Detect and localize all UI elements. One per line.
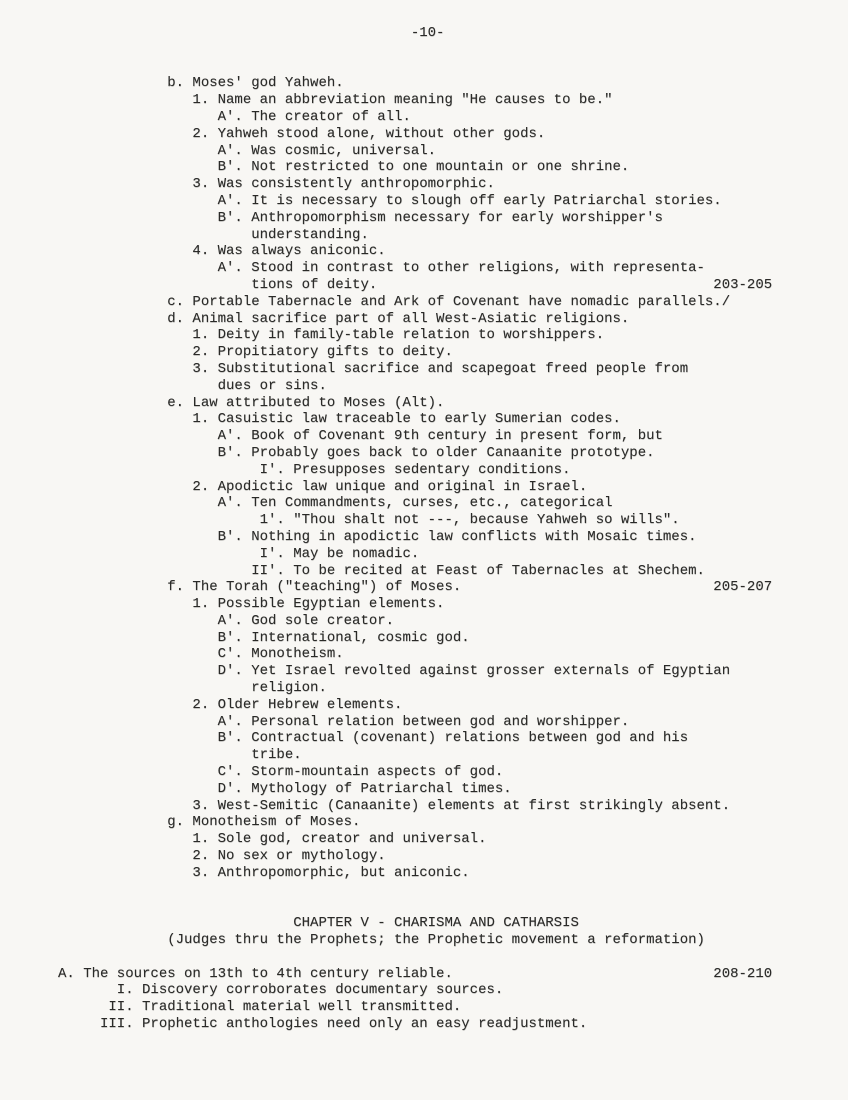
outline-line: B'. Anthropomorphism necessary for early worshipper's: [58, 209, 663, 226]
outline-line: understanding.: [58, 226, 369, 243]
outline-line: C'. Monotheism.: [58, 646, 344, 663]
blank-line: [58, 898, 848, 915]
outline-item-g: g. Monotheism of Moses.: [58, 814, 361, 831]
blank-line: [58, 42, 848, 59]
chapter-heading: CHAPTER V - CHARISMA AND CATHARSIS: [58, 915, 579, 932]
outline-line: religion.: [58, 680, 327, 697]
outline-line: 2. Older Hebrew elements.: [58, 696, 403, 713]
outline-line: I'. May be nomadic.: [58, 545, 420, 562]
outline-item-A-with-page-ref: A. The sources on 13th to 4th century reliable. 208-210: [58, 965, 773, 982]
outline-line: A'. God sole creator.: [58, 612, 395, 629]
outline-line: 3. Substitutional sacrifice and scapegoat freed people from: [58, 360, 689, 377]
outline-line: dues or sins.: [58, 377, 327, 394]
outline-line: A'. Stood in contrast to other religions, with representa-: [58, 260, 705, 277]
outline-line: II. Traditional material well transmitted.: [58, 999, 462, 1016]
outline-line: I. Discovery corroborates documentary sources.: [58, 982, 504, 999]
outline-line: C'. Storm-mountain aspects of god.: [58, 764, 504, 781]
outline-line: 1. Sole god, creator and universal.: [58, 831, 487, 848]
outline-line: tribe.: [58, 747, 302, 764]
outline-line: 3. West-Semitic (Canaanite) elements at first strikingly absent.: [58, 797, 731, 814]
outline-line: 3. Was consistently anthropomorphic.: [58, 176, 495, 193]
outline-line: I'. Presupposes sedentary conditions.: [58, 461, 571, 478]
outline-line: 1. Possible Egyptian elements.: [58, 596, 445, 613]
outline-line: B'. Probably goes back to older Canaanite prototype.: [58, 444, 655, 461]
outline-line: 1. Name an abbreviation meaning "He causes to be.": [58, 92, 613, 109]
outline-item-c: c. Portable Tabernacle and Ark of Covenant have nomadic parallels./: [58, 293, 731, 310]
outline-line: 1. Deity in family-table relation to worshippers.: [58, 327, 605, 344]
outline-line: B'. Nothing in apodictic law conflicts with Mosaic times.: [58, 528, 697, 545]
outline-line: D'. Yet Israel revolted against grosser externals of Egyptian: [58, 663, 731, 680]
outline-line: 1. Casuistic law traceable to early Sumerian codes.: [58, 411, 621, 428]
outline-item-b: b. Moses' god Yahweh.: [58, 75, 344, 92]
outline-line: A'. Ten Commandments, curses, etc., categorical: [58, 495, 613, 512]
page-number: -10-: [58, 25, 445, 41]
outline-line: 1'. "Thou shalt not ---, because Yahweh so wills".: [58, 512, 680, 529]
blank-line: [58, 59, 848, 76]
outline-line: 2. Apodictic law unique and original in Israel.: [58, 478, 588, 495]
outline-line: A'. Book of Covenant 9th century in present form, but: [58, 428, 663, 445]
outline-line: III. Prophetic anthologies need only an easy readjustment.: [58, 1016, 588, 1033]
outline-line: B'. International, cosmic god.: [58, 629, 470, 646]
outline-line: 4. Was always aniconic.: [58, 243, 386, 260]
outline-line: D'. Mythology of Patriarchal times.: [58, 780, 512, 797]
outline-item-e: e. Law attributed to Moses (Alt).: [58, 394, 445, 411]
outline-line: 2. No sex or mythology.: [58, 848, 386, 865]
outline-line: A'. The creator of all.: [58, 108, 411, 125]
outline-line: 2. Yahweh stood alone, without other gods.: [58, 125, 546, 142]
outline-line: A'. Was cosmic, universal.: [58, 142, 437, 159]
chapter-subtitle: (Judges thru the Prophets; the Prophetic movement a reformation): [58, 932, 705, 949]
outline-line-with-page-ref: tions of deity. 203-205: [58, 276, 773, 293]
outline-line: 2. Propitiatory gifts to deity.: [58, 344, 453, 361]
blank-line: [58, 882, 848, 899]
outline-item-d: d. Animal sacrifice part of all West-Asiatic religions.: [58, 310, 630, 327]
outline-line: II'. To be recited at Feast of Tabernacles at Shechem.: [58, 562, 705, 579]
outline-line: B'. Contractual (covenant) relations between god and his: [58, 730, 689, 747]
outline-line: A'. Personal relation between god and worshipper.: [58, 713, 630, 730]
outline-line: 3. Anthropomorphic, but aniconic.: [58, 864, 470, 881]
outline-item-f-with-page-ref: f. The Torah ("teaching") of Moses. 205-207: [58, 579, 773, 596]
outline-line: B'. Not restricted to one mountain or one shrine.: [58, 159, 630, 176]
blank-line: [58, 949, 848, 966]
outline-line: A'. It is necessary to slough off early Patriarchal stories.: [58, 192, 722, 209]
